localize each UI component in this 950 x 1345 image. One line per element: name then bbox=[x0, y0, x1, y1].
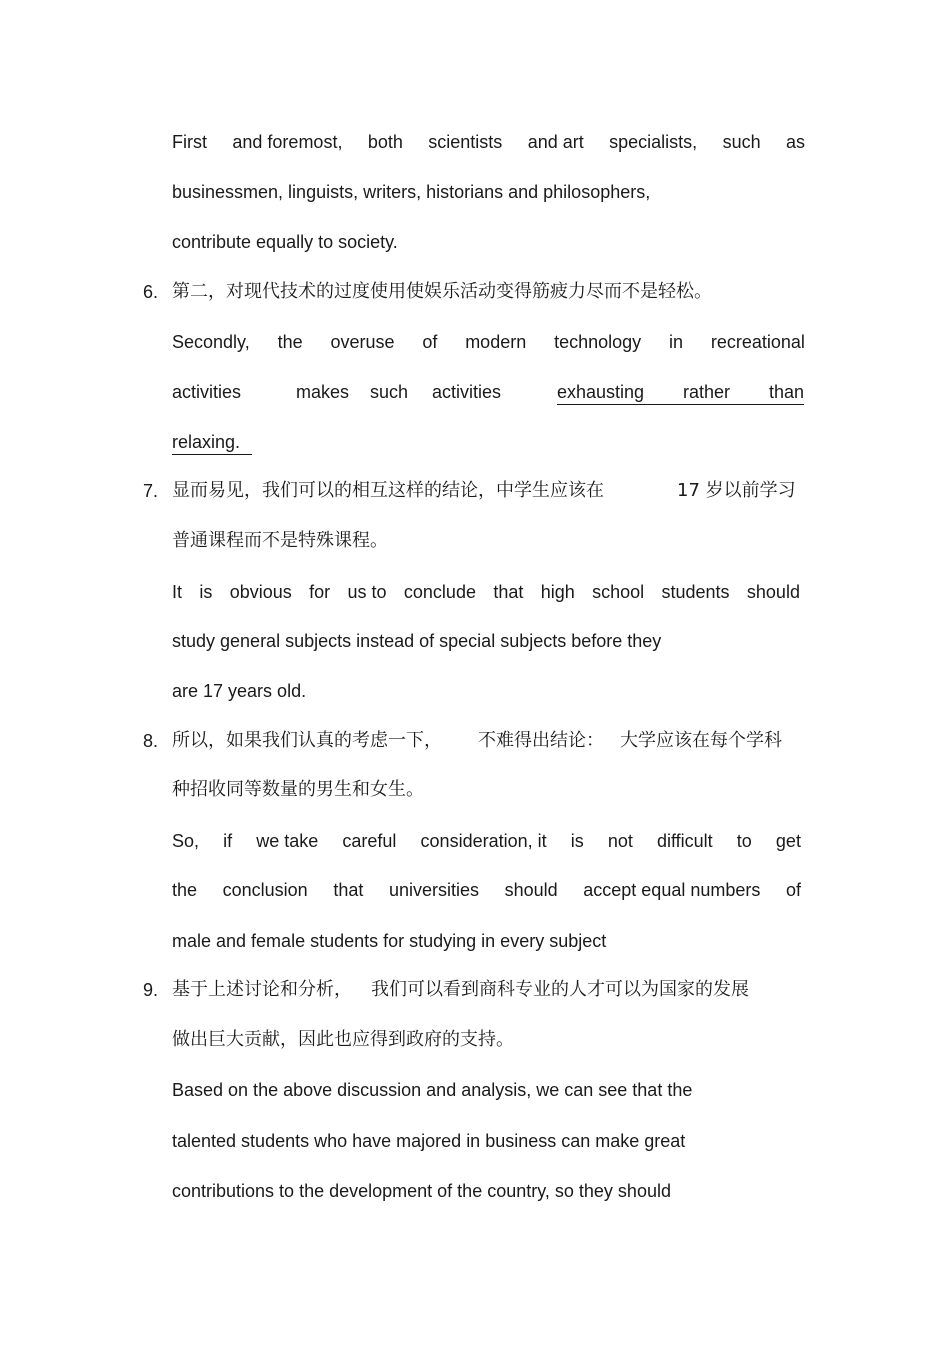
word: to bbox=[736, 831, 752, 851]
word: should bbox=[504, 880, 558, 900]
word: activities bbox=[172, 382, 242, 402]
word: careful bbox=[342, 831, 397, 851]
intro-line-1 bbox=[172, 131, 805, 153]
word: technology bbox=[554, 332, 642, 352]
item-number: 7. bbox=[143, 481, 159, 501]
word: consideration, it bbox=[420, 831, 547, 851]
word: high bbox=[540, 582, 575, 602]
word: that bbox=[333, 880, 364, 900]
chinese-text: 显而易见，我们可以的相互这样的结论，中学生应该在 bbox=[172, 480, 604, 501]
word: as bbox=[785, 132, 805, 152]
word: both bbox=[367, 132, 403, 152]
word: in bbox=[668, 332, 683, 352]
word: the bbox=[277, 332, 303, 352]
item-9-chinese-line-1 bbox=[172, 979, 749, 1001]
word: rather bbox=[683, 382, 731, 402]
item-8-english-line-3: male and female students for studying in every subject bbox=[172, 931, 607, 951]
word: that bbox=[493, 582, 524, 602]
word: school bbox=[592, 582, 645, 602]
word: the bbox=[172, 880, 198, 900]
word: exhausting bbox=[557, 382, 645, 402]
word: get bbox=[775, 831, 801, 851]
word: overuse bbox=[330, 332, 395, 352]
item-6-english-line-1 bbox=[172, 331, 805, 353]
underlined-phrase bbox=[557, 381, 804, 405]
item-number: 9. bbox=[143, 980, 159, 1000]
word: accept equal numbers bbox=[583, 880, 761, 900]
word: modern bbox=[465, 332, 527, 352]
item-number: 8. bbox=[143, 731, 159, 751]
word: scientists bbox=[428, 132, 503, 152]
word: activities bbox=[432, 382, 502, 402]
item-8-chinese-line-1 bbox=[172, 730, 782, 752]
word: not bbox=[607, 831, 633, 851]
intro-line-2: businessmen, linguists, writers, historians and philosophers, bbox=[172, 182, 651, 202]
word: for bbox=[309, 582, 331, 602]
word: recreational bbox=[710, 332, 805, 352]
word: makes bbox=[296, 382, 350, 402]
item-9-english-line-1: Based on the above discussion and analysis, we can see that the bbox=[172, 1080, 693, 1100]
word: specialists, bbox=[609, 132, 698, 152]
chinese-text: 17 岁以前学习 bbox=[677, 480, 796, 501]
word: obvious bbox=[229, 582, 292, 602]
word: conclusion bbox=[222, 880, 308, 900]
intro-line-3: contribute equally to society. bbox=[172, 232, 398, 252]
item-8-english-line-2 bbox=[172, 879, 801, 901]
word: such bbox=[370, 382, 409, 402]
word: and art bbox=[527, 132, 584, 152]
item-8-english-line-1 bbox=[172, 830, 801, 852]
word: should bbox=[746, 582, 800, 602]
item-7-chinese-line-1 bbox=[172, 480, 796, 502]
word: us to bbox=[347, 582, 387, 602]
item-6-chinese: 第二，对现代技术的过度使用使娱乐活动变得筋疲力尽而不是轻松。 bbox=[172, 281, 712, 302]
item-9-chinese-line-2: 做出巨大贡献，因此也应得到政府的支持。 bbox=[172, 1029, 514, 1050]
word: It bbox=[172, 582, 183, 602]
word: So, bbox=[172, 831, 200, 851]
item-number: 6. bbox=[143, 282, 159, 302]
word: universities bbox=[388, 880, 479, 900]
item-7-chinese-line-2: 普通课程而不是特殊课程。 bbox=[172, 530, 388, 551]
word: is bbox=[199, 582, 213, 602]
chinese-text: 所以，如果我们认真的考虑一下， bbox=[172, 730, 442, 751]
item-7-english-line-2: study general subjects instead of special subjects before they bbox=[172, 631, 662, 651]
word: we take bbox=[256, 831, 319, 851]
item-6-english-line-3 bbox=[172, 431, 252, 455]
word: and foremost, bbox=[232, 132, 343, 152]
chinese-text: 基于上述讨论和分析， bbox=[172, 979, 352, 1000]
item-7-english-line-1 bbox=[172, 581, 800, 603]
word: conclude bbox=[403, 582, 476, 602]
word: than bbox=[768, 382, 804, 402]
underlined-word: relaxing. bbox=[172, 431, 252, 455]
chinese-text: 我们可以看到商科专业的人才可以为国家的发展 bbox=[371, 979, 749, 1000]
item-7-english-line-3: are 17 years old. bbox=[172, 681, 307, 701]
word: is bbox=[570, 831, 584, 851]
chinese-text: 不难得出结论： bbox=[478, 730, 604, 751]
word: Secondly, bbox=[172, 332, 250, 352]
word: of bbox=[785, 880, 801, 900]
word: students bbox=[661, 582, 730, 602]
word: if bbox=[223, 831, 233, 851]
word: such bbox=[722, 132, 761, 152]
chinese-text: 大学应该在每个学科 bbox=[620, 730, 782, 751]
item-8-chinese-line-2: 种招收同等数量的男生和女生。 bbox=[172, 779, 424, 800]
item-9-english-line-2: talented students who have majored in business can make great bbox=[172, 1131, 686, 1151]
word: of bbox=[422, 332, 438, 352]
item-9-english-line-3: contributions to the development of the country, so they should bbox=[172, 1181, 671, 1201]
word: First bbox=[172, 132, 207, 152]
word: difficult bbox=[656, 831, 713, 851]
